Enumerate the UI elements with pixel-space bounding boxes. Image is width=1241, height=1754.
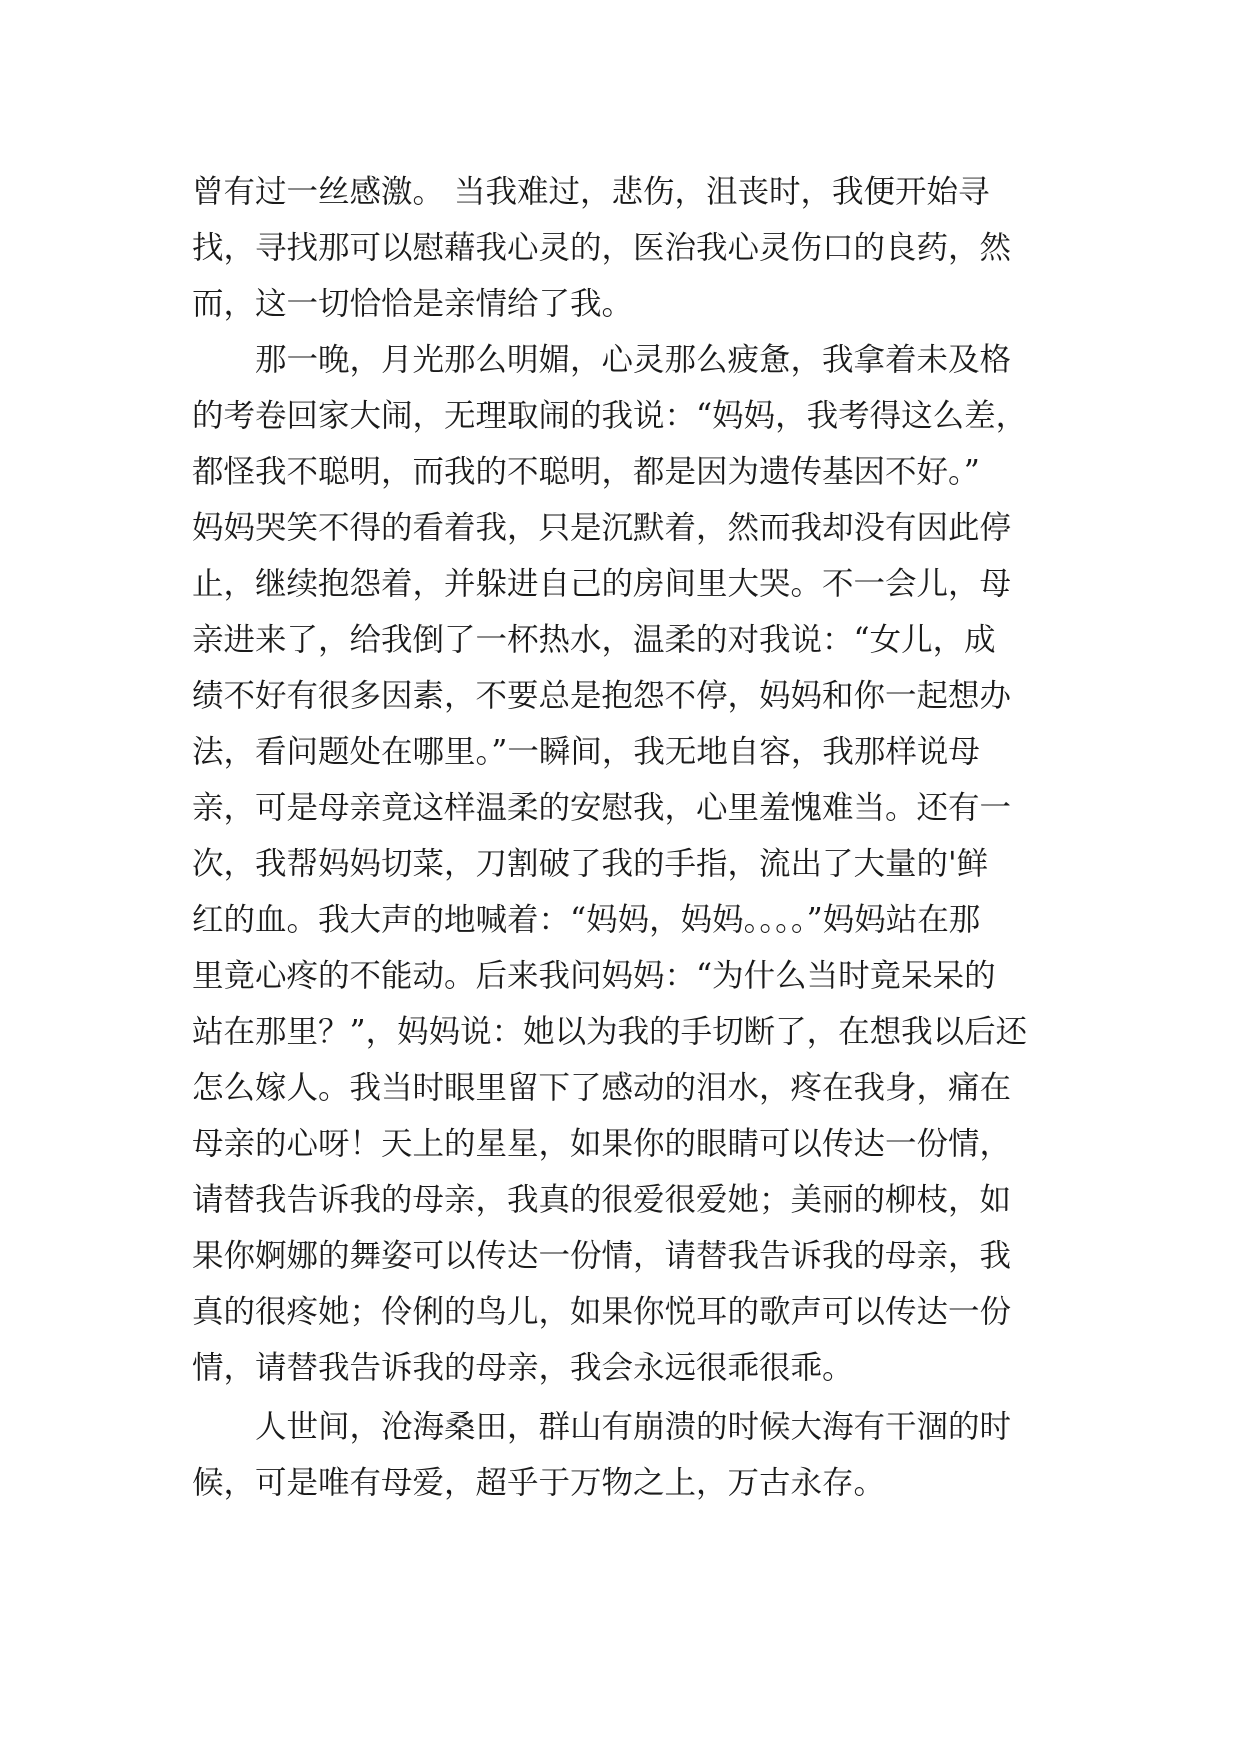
paragraph-first-line: 人世间，沧海桑田，群山有崩溃的时候大海有干涸的时	[255, 1409, 1012, 1445]
text-line: 法，看问题处在哪里。”一瞬间，我无地自容，我那样说母	[192, 734, 980, 770]
text-line: 站在那里？”，妈妈说：她以为我的手切断了，在想我以后还	[192, 1014, 1028, 1050]
text-line: 请替我告诉我的母亲，我真的很爱很爱她；美丽的柳枝，如	[192, 1182, 1012, 1218]
text-line: 都怪我不聪明，而我的不聪明，都是因为遗传基因不好。”	[192, 454, 980, 490]
text-line: 绩不好有很多因素，不要总是抱怨不停，妈妈和你一起想办	[192, 678, 1012, 714]
text-line: 次，我帮妈妈切菜，刀割破了我的手指，流出了大量的'鲜	[192, 846, 989, 882]
text-line: 里竟心疼的不能动。后来我问妈妈：“为什么当时竟呆呆的	[192, 958, 996, 994]
text-line: 亲，可是母亲竟这样温柔的安慰我，心里羞愧难当。还有一	[192, 790, 1012, 826]
text-line: 找，寻找那可以慰藉我心灵的，医治我心灵伤口的良药，然	[192, 230, 1012, 266]
text-line: 情，请替我告诉我的母亲，我会永远很乖很乖。	[192, 1350, 854, 1386]
paragraph-first-line: 那一晚，月光那么明媚，心灵那么疲惫，我拿着未及格	[255, 342, 1012, 378]
text-line: 母亲的心呀！天上的星星，如果你的眼睛可以传达一份情，	[192, 1126, 1012, 1162]
text-line: 而，这一切恰恰是亲情给了我。	[192, 286, 634, 322]
text-line: 红的血。我大声的地喊着：“妈妈，妈妈。。。。”妈妈站在那	[192, 902, 981, 938]
body-text	[192, 164, 1072, 1511]
text-line: 果你婀娜的舞姿可以传达一份情，请替我告诉我的母亲，我	[192, 1238, 1012, 1274]
text-line: 候，可是唯有母爱，超乎于万物之上，万古永存。	[192, 1465, 886, 1501]
text-line: 止，继续抱怨着，并躲进自己的房间里大哭。不一会儿，母	[192, 566, 1012, 602]
text-line: 妈妈哭笑不得的看着我，只是沉默着，然而我却没有因此停	[192, 510, 1012, 546]
text-line: 的考卷回家大闹，无理取闹的我说：“妈妈，我考得这么差，	[192, 398, 1028, 434]
text-line: 曾有过一丝感激。 当我难过，悲伤，沮丧时，我便开始寻	[192, 174, 990, 210]
text-line: 真的很疼她；伶俐的鸟儿，如果你悦耳的歌声可以传达一份	[192, 1294, 1012, 1330]
text-line: 怎么嫁人。我当时眼里留下了感动的泪水，疼在我身，痛在	[192, 1070, 1012, 1106]
text-line: 亲进来了，给我倒了一杯热水，温柔的对我说：“女儿，成	[192, 622, 996, 658]
